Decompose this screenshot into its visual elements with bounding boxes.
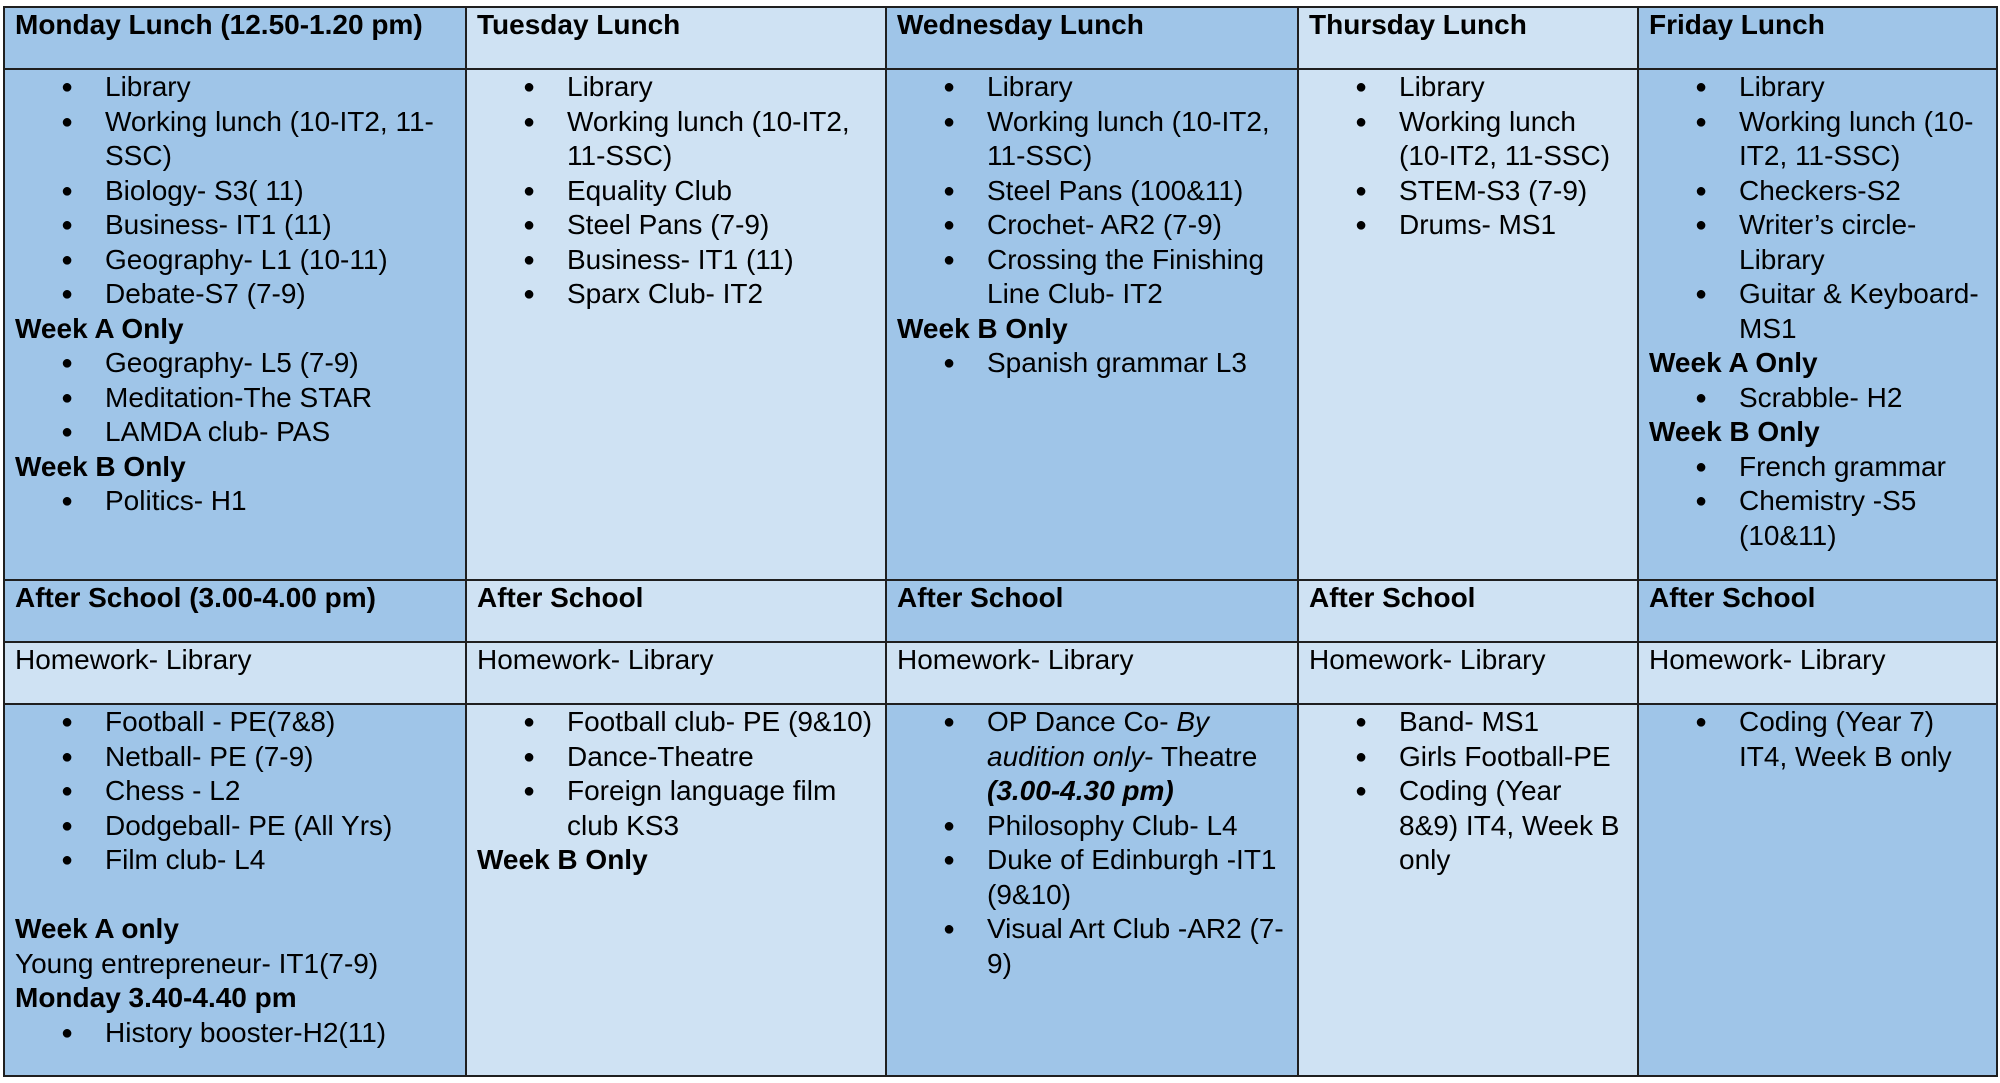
- thursday-after-cell: [1298, 704, 1638, 1076]
- wednesday-homework: Homework- Library: [886, 642, 1298, 704]
- list-item: ● Writer’s circle-Library: [1649, 208, 1986, 277]
- dance-time: (3.00-4.30 pm): [987, 775, 1174, 806]
- activity-list: [1649, 70, 1986, 346]
- week-a-list: [1649, 381, 1986, 416]
- list-item: ● STEM-S3 (7-9): [1309, 174, 1627, 209]
- list-item: ● Scrabble- H2: [1649, 381, 1986, 416]
- list-item: ● Foreign language film club KS3: [477, 774, 875, 843]
- wednesday-after-cell: [886, 704, 1298, 1076]
- tuesday-lunch-cell: [466, 69, 886, 580]
- after-school-header-row: [4, 580, 1997, 642]
- list-item: ● Steel Pans (7-9): [477, 208, 875, 243]
- thursday-homework: Homework- Library: [1298, 642, 1638, 704]
- monday-late-list: [15, 1016, 455, 1051]
- list-item: ● Politics- H1: [15, 484, 455, 519]
- list-item: ● Working lunch (10-IT2, 11-SSC): [1649, 105, 1986, 174]
- clubs-timetable: [3, 6, 1998, 1077]
- activity-list: [15, 70, 455, 312]
- week-b-heading: Week B Only: [897, 312, 1068, 344]
- list-item: ● Sparx Club- IT2: [477, 277, 875, 312]
- tuesday-homework: Homework- Library: [466, 642, 886, 704]
- list-item: ● Geography- L5 (7-9): [15, 346, 455, 381]
- week-a-list: [15, 346, 455, 450]
- list-item: ● Working lunch (10-IT2, 11-SSC): [1309, 105, 1627, 174]
- homework-row: [4, 642, 1997, 704]
- list-item: ● Debate-S7 (7-9): [15, 277, 455, 312]
- list-item: ● LAMDA club- PAS: [15, 415, 455, 450]
- wednesday-lunch-cell: [886, 69, 1298, 580]
- list-item: ● Coding (Year 8&9) IT4, Week B only: [1309, 774, 1627, 878]
- list-item: ● Coding (Year 7) IT4, Week B only: [1649, 705, 1986, 774]
- spacer: [15, 878, 455, 913]
- monday-lunch-cell: [4, 69, 466, 580]
- week-b-list: [15, 484, 455, 519]
- after-school-activities-row: [4, 704, 1997, 1076]
- list-item: ● Netball- PE (7-9): [15, 740, 455, 775]
- list-item: ● Library: [1649, 70, 1986, 105]
- lunch-header-row: [4, 7, 1997, 69]
- wednesday-lunch-header: Wednesday Lunch: [886, 7, 1298, 69]
- list-item: ● Checkers-S2: [1649, 174, 1986, 209]
- week-b-list: [897, 346, 1287, 381]
- monday-after-header: After School (3.00-4.00 pm): [4, 580, 466, 642]
- list-item: ● Football - PE(7&8): [15, 705, 455, 740]
- list-item: ● Dance-Theatre: [477, 740, 875, 775]
- monday-homework: Homework- Library: [4, 642, 466, 704]
- thursday-after-header: After School: [1298, 580, 1638, 642]
- friday-after-cell: [1638, 704, 1997, 1076]
- week-b-list: [1649, 450, 1986, 554]
- activity-list: [477, 70, 875, 312]
- friday-homework: Homework- Library: [1638, 642, 1997, 704]
- list-item: ● Steel Pans (100&11): [897, 174, 1287, 209]
- monday-after-cell: [4, 704, 466, 1076]
- list-item: ● Duke of Edinburgh -IT1 (9&10): [897, 843, 1287, 912]
- week-b-heading: Week B Only: [15, 450, 186, 482]
- activity-list: [897, 70, 1287, 312]
- list-item: ● Band- MS1: [1309, 705, 1627, 740]
- week-a-heading: Week A Only: [15, 312, 184, 344]
- list-item: ● Drums- MS1: [1309, 208, 1627, 243]
- list-item: ● Guitar & Keyboard- MS1: [1649, 277, 1986, 346]
- list-item: ● Chemistry -S5 (10&11): [1649, 484, 1986, 553]
- week-a-heading: Week A Only: [1649, 347, 1818, 378]
- list-item: ● Biology- S3( 11): [15, 174, 455, 209]
- week-b-heading: Week B Only: [477, 844, 648, 875]
- week-a-heading: Week A only: [15, 913, 179, 944]
- list-item: ● Library: [1309, 70, 1627, 105]
- week-a-activity: Young entrepreneur- IT1(7-9): [15, 947, 379, 979]
- dance-suffix: - Theatre: [1144, 740, 1258, 772]
- dance-audition-note: By audition only: [987, 706, 1210, 772]
- activity-list: [15, 705, 455, 878]
- monday-late-heading: Monday 3.40-4.40 pm: [15, 982, 297, 1013]
- lunch-activities-row: [4, 69, 1997, 580]
- list-item: ● Library: [897, 70, 1287, 105]
- activity-list: [1649, 705, 1986, 774]
- tuesday-after-header: After School: [466, 580, 886, 642]
- activity-list: [1309, 70, 1627, 243]
- week-b-heading: Week B Only: [1649, 416, 1820, 447]
- list-item: ● Working lunch (10-IT2, 11-SSC): [477, 105, 875, 174]
- activity-list: [477, 705, 875, 843]
- tuesday-lunch-header: Tuesday Lunch: [466, 7, 886, 69]
- thursday-lunch-cell: [1298, 69, 1638, 580]
- list-item: ● French grammar: [1649, 450, 1986, 485]
- list-item: [897, 705, 1287, 809]
- tuesday-after-cell: [466, 704, 886, 1076]
- friday-after-header: After School: [1638, 580, 1997, 642]
- wednesday-after-header: After School: [886, 580, 1298, 642]
- list-item: ● Visual Art Club -AR2 (7-9): [897, 912, 1287, 981]
- list-item: ● Business- IT1 (11): [15, 208, 455, 243]
- list-item: ● Dodgeball- PE (All Yrs): [15, 809, 455, 844]
- list-item: ● History booster-H2(11): [15, 1016, 455, 1051]
- activity-list: [1309, 705, 1627, 878]
- list-item: ● Football club- PE (9&10): [477, 705, 875, 740]
- list-item: ● Working lunch (10-IT2, 11-SSC): [15, 105, 455, 174]
- list-item: ● Philosophy Club- L4: [897, 809, 1287, 844]
- activity-list: [897, 705, 1287, 981]
- list-item: ● Meditation-The STAR: [15, 381, 455, 416]
- list-item: ● Girls Football-PE: [1309, 740, 1627, 775]
- thursday-lunch-header: Thursday Lunch: [1298, 7, 1638, 69]
- list-item: ● Crochet- AR2 (7-9): [897, 208, 1287, 243]
- list-item: ● Spanish grammar L3: [897, 346, 1287, 381]
- monday-lunch-header: Monday Lunch (12.50-1.20 pm): [4, 7, 466, 69]
- list-item: ● Film club- L4: [15, 843, 455, 878]
- list-item: ● Crossing the Finishing Line Club- IT2: [897, 243, 1287, 312]
- list-item: ● Business- IT1 (11): [477, 243, 875, 278]
- list-item: ● Working lunch (10-IT2, 11-SSC): [897, 105, 1287, 174]
- dance-prefix: OP Dance Co-: [987, 706, 1177, 737]
- list-item: ● Geography- L1 (10-11): [15, 243, 455, 278]
- list-item: ● Library: [477, 70, 875, 105]
- list-item: ● Equality Club: [477, 174, 875, 209]
- list-item: ● Library: [15, 70, 455, 105]
- friday-lunch-header: Friday Lunch: [1638, 7, 1997, 69]
- list-item: ● Chess - L2: [15, 774, 455, 809]
- friday-lunch-cell: [1638, 69, 1997, 580]
